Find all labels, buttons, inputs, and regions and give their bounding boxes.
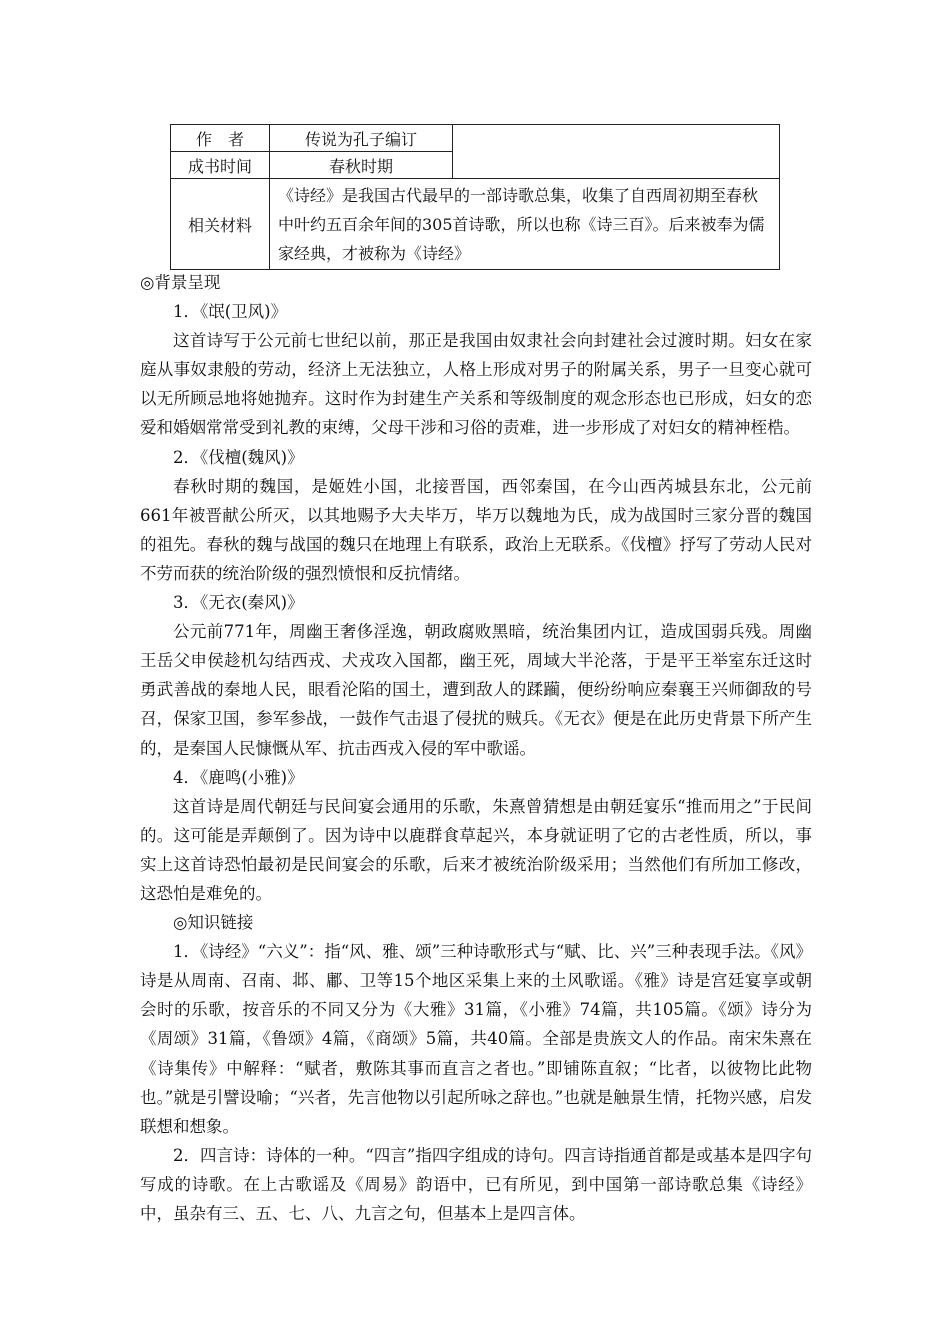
body-text (140, 268, 812, 1228)
section-title-3: 3．《无衣(秦风)》 (173, 593, 304, 613)
section-title-1: 1．《氓(卫风)》 (173, 302, 288, 322)
table-row-material (171, 179, 780, 270)
section-title-4: 4．《鹿鸣(小雅)》 (173, 767, 304, 787)
table-row-author (171, 125, 780, 152)
author-value: 传说为孔子编订 (270, 125, 453, 152)
date-value: 春秋时期 (270, 152, 453, 179)
empty-cell (453, 125, 780, 179)
section-text-3: 公元前771年，周幽王奢侈淫逸，朝政腐败黑暗，统治集团内讧，造成国弱兵残。周幽王岳父申侯趁机勾结西戎、犬戎攻入国都，幽王死，周域大半沦落，于是平王举室东迁这时勇武善战的秦地人民，眼看沦陷的国土，遭到敌人的蹂躏，便纷纷响应秦襄王兴师御敌的号召，保家卫国，参军参战，一鼓作气击退了侵扰的贼兵。《无衣》便是在此历史背景下所产生的，是秦国人民慷慨从军、抗击西戎入侵的军中歌谣。 (140, 622, 812, 758)
date-label: 成书时间 (171, 152, 270, 179)
material-label: 相关材料 (171, 179, 270, 270)
knowledge-heading: ◎知识链接 (173, 913, 254, 933)
info-table (170, 124, 780, 270)
author-label: 作 者 (171, 125, 270, 152)
section-text-1: 这首诗写于公元前七世纪以前，那正是我国由奴隶社会向封建社会过渡时期。妇女在家庭从事奴隶般的劳动，经济上无法独立，人格上形成对男子的附属关系，男子一旦变心就可以无所顾忌地将她抛弃。这时作为封建生产关系和等级制度的观念形态也已形成，妇女的恋爱和婚姻常常受到礼教的束缚，父母干涉和习俗的责难，进一步形成了对妇女的精神桎梏。 (140, 331, 812, 438)
background-heading: ◎背景呈现 (140, 273, 221, 292)
knowledge-item-2: 2．四言诗：诗体的一种。“四言”指四字组成的诗句。四言诗指通首都是或基本是四字句写成的诗歌。在上古歌谣及《周易》韵语中，已有所见，到中国第一部诗歌总集《诗经》中，虽杂有三、五、七、八、九言之句，但基本上是四言体。 (140, 1145, 812, 1223)
section-title-2: 2．《伐檀(魏风)》 (173, 447, 304, 467)
section-text-2: 春秋时期的魏国，是姬姓小国，北接晋国，西邻秦国，在今山西芮城县东北，公元前661年被晋献公所灭，以其地赐予大夫毕万，毕万以魏地为氏，成为战国时三家分晋的魏国的祖先。春秋的魏与战国的魏只在地理上有联系，政治上无联系。《伐檀》抒写了劳动人民对不劳而获的统治阶级的强烈愤恨和反抗情绪。 (140, 476, 812, 583)
material-value: 《诗经》是我国古代最早的一部诗歌总集，收集了自西周初期至春秋中叶约五百余年间的305首诗歌，所以也称《诗三百》。后来被奉为儒家经典，才被称为《诗经》 (270, 179, 780, 270)
section-text-4: 这首诗是周代朝廷与民间宴会通用的乐歌，朱熹曾猜想是由朝廷宴乐“推而用之”于民间的。这可能是弄颠倒了。因为诗中以鹿群食草起兴，本身就证明了它的古老性质，所以，事实上这首诗恐怕最初是民间宴会的乐歌，后来才被统治阶级采用；当然他们有所加工修改，这恐怕是难免的。 (140, 796, 812, 903)
knowledge-item-1: 1．《诗经》“六义”：指“风、雅、颂”三种诗歌形式与“赋、比、兴”三种表现手法。《风》诗是从周南、召南、邶、鄘、卫等15个地区采集上来的土风歌谣。《雅》诗是宫廷宴享或朝会时的乐歌，按音乐的不同又分为《大雅》31篇，《小雅》74篇，共105篇。《颂》诗分为《周颂》31篇，《鲁颂》4篇，《商颂》5篇，共40篇。全部是贵族文人的作品。南宋朱熹在《诗集传》中解释：“赋者，敷陈其事而直言之者也。”即铺陈直叙；“比者，以彼物比此物也。”就是引譬设喻；“兴者，先言他物以引起所咏之辞也。”也就是触景生情，托物兴感，启发联想和想象。 (140, 942, 812, 1136)
